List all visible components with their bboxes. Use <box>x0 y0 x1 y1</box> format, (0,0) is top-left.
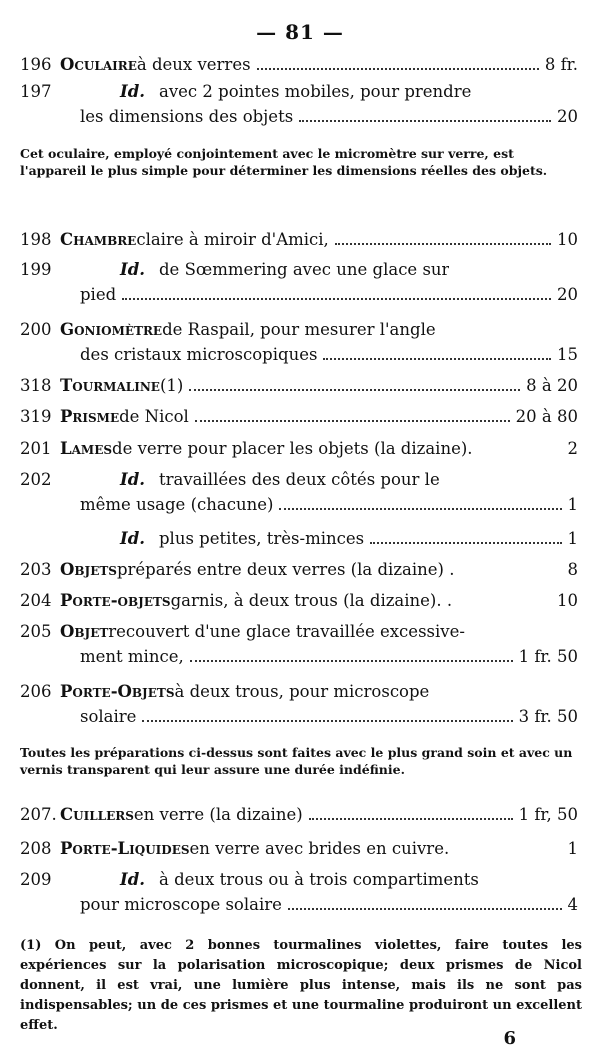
entry-number: 200 <box>20 320 52 339</box>
entry-name: Tourmaline <box>60 376 160 395</box>
entry-name: Prisme <box>60 407 120 426</box>
entry-number: 205 <box>20 622 52 641</box>
entry-id: Id. <box>120 82 145 101</box>
catalog-entry <box>20 317 580 367</box>
entry-name: Oculaire <box>60 55 137 74</box>
entry-id: Id. <box>120 870 145 889</box>
catalog-entry <box>20 52 580 77</box>
catalog-entry <box>20 526 580 551</box>
entry-id: Id. <box>120 470 145 489</box>
entry-text: en verre avec brides en cuivre. <box>189 839 450 858</box>
entry-price: 1 fr. 50 <box>518 647 578 666</box>
entry-price: 20 à 80 <box>515 407 578 426</box>
catalog-entry <box>20 557 580 582</box>
entry-text: garnis, à deux trous (la dizaine). . <box>170 591 453 610</box>
entry-number: 209 <box>20 870 52 889</box>
entry-name: Porte-Objets <box>60 682 175 701</box>
entry-text: à deux trous ou à trois compartiments <box>159 870 479 889</box>
leader-dots <box>288 908 562 910</box>
entry-price: 8 à 20 <box>526 376 578 395</box>
entry-text: à deux trous, pour microscope <box>174 682 430 701</box>
entry-text: travaillées des deux côtés pour le <box>159 470 440 489</box>
entry-price: 4 <box>567 895 578 914</box>
catalog-entry <box>20 373 580 398</box>
entry-name: Lames <box>60 439 113 458</box>
entry-price: 15 <box>557 345 578 364</box>
catalog-entry <box>20 436 580 461</box>
catalog-entry <box>20 467 580 517</box>
entry-name: Objet <box>60 622 109 641</box>
catalog-entry <box>20 802 580 827</box>
catalog-entry <box>20 404 580 429</box>
entry-number: 318 <box>20 376 52 395</box>
note-oculaire: Cet oculaire, employé conjointement avec le micromètre sur verre, est l'appareil le plus simple pour déterminer les dimensions réelles des objets. <box>20 146 548 178</box>
entry-number: 196 <box>20 55 52 74</box>
entry-text: avec 2 pointes mobiles, pour prendre <box>159 82 472 101</box>
entry-price: 3 fr. 50 <box>518 707 578 726</box>
entry-name: Objets <box>60 560 117 579</box>
page-header: — 81 — <box>256 20 344 44</box>
entry-text-continued: pied <box>80 285 117 304</box>
catalog-entry <box>20 679 580 729</box>
catalog-entry <box>20 79 580 129</box>
entry-text: recouvert d'une glace travaillée excessive- <box>108 622 465 641</box>
entry-number: 206 <box>20 682 52 701</box>
leader-dots <box>309 818 513 820</box>
entry-text: plus petites, très-minces <box>159 529 365 548</box>
entry-text: de Sœmmering avec une glace sur <box>159 260 450 279</box>
entry-text: en verre (la dizaine) <box>133 805 303 824</box>
footnote: (1) On peut, avec 2 bonnes tourmalines violettes, faire toutes les expériences sur la polarisation microscopique; deux prismes de Nicol donnent, il est vrai, une lumière plus intense, mais ils ne sont pas indispensables; un de ces prismes et une tourmaline produiront un excellent effet. <box>20 938 582 1033</box>
entry-price: 10 <box>557 230 578 249</box>
entry-number: 319 <box>20 407 52 426</box>
entry-text: de verre pour placer les objets (la dizaine). <box>112 439 473 458</box>
entry-name: Cuillers <box>60 805 134 824</box>
entry-name: Chambre <box>60 230 137 249</box>
entry-price: 8 <box>567 560 578 579</box>
entry-number: 201 <box>20 439 52 458</box>
leader-dots <box>299 120 551 122</box>
leader-dots <box>195 420 510 422</box>
entry-price: 20 <box>557 285 578 304</box>
leader-dots <box>190 660 513 662</box>
entry-number: 197 <box>20 82 52 101</box>
entry-number: 207. <box>20 805 57 824</box>
entry-number: 204 <box>20 591 52 610</box>
entry-id: Id. <box>120 260 145 279</box>
entry-price: 1 <box>567 495 578 514</box>
catalog-entry <box>20 227 580 252</box>
entry-price: 1 fr, 50 <box>518 805 578 824</box>
entry-text: de Raspail, pour mesurer l'angle <box>162 320 436 339</box>
entry-text: préparés entre deux verres (la dizaine) . <box>116 560 455 579</box>
entry-text: (1) <box>159 376 184 395</box>
entry-text-continued: solaire <box>80 707 137 726</box>
entry-text-continued: des cristaux microscopiques <box>80 345 318 364</box>
leader-dots <box>370 542 561 544</box>
entry-text-continued: pour microscope solaire <box>80 895 282 914</box>
entry-name: Porte-Liquides <box>60 839 190 858</box>
leader-dots <box>122 298 551 300</box>
entry-number: 202 <box>20 470 52 489</box>
entry-text-continued: ment mince, <box>80 647 184 666</box>
note-preparations: Toutes les préparations ci-dessus sont faites avec le plus grand soin et avec un vernis transparent qui leur assure une durée indéfinie. <box>20 745 573 777</box>
leader-dots <box>257 68 539 70</box>
entry-text: de Nicol <box>119 407 189 426</box>
entry-price: 1 <box>567 839 578 858</box>
entry-name: Goniomètre <box>60 320 163 339</box>
entry-price: 20 <box>557 107 578 126</box>
catalog-entry <box>20 257 580 307</box>
entry-number: 199 <box>20 260 52 279</box>
page-number: 6 <box>503 1028 516 1049</box>
entry-price: 10 <box>557 591 578 610</box>
entry-text: claire à miroir d'Amici, <box>136 230 329 249</box>
entry-text-continued: même usage (chacune) <box>80 495 274 514</box>
entry-price: 1 <box>567 529 578 548</box>
leader-dots <box>142 720 512 722</box>
entry-price: 8 fr. <box>544 55 578 74</box>
catalog-entry <box>20 619 580 669</box>
catalog-entry <box>20 588 580 613</box>
catalog-entry <box>20 867 580 917</box>
entry-text: à deux verres <box>136 55 251 74</box>
entry-text-continued: les dimensions des objets <box>80 107 294 126</box>
leader-dots <box>279 508 561 510</box>
entry-number: 203 <box>20 560 52 579</box>
catalog-entry <box>20 836 580 861</box>
entry-name: Porte-objets <box>60 591 171 610</box>
entry-price: 2 <box>567 439 578 458</box>
leader-dots <box>323 358 551 360</box>
leader-dots <box>335 243 551 245</box>
entry-number: 198 <box>20 230 52 249</box>
entry-id: Id. <box>120 529 145 548</box>
leader-dots <box>189 389 520 391</box>
entry-number: 208 <box>20 839 52 858</box>
